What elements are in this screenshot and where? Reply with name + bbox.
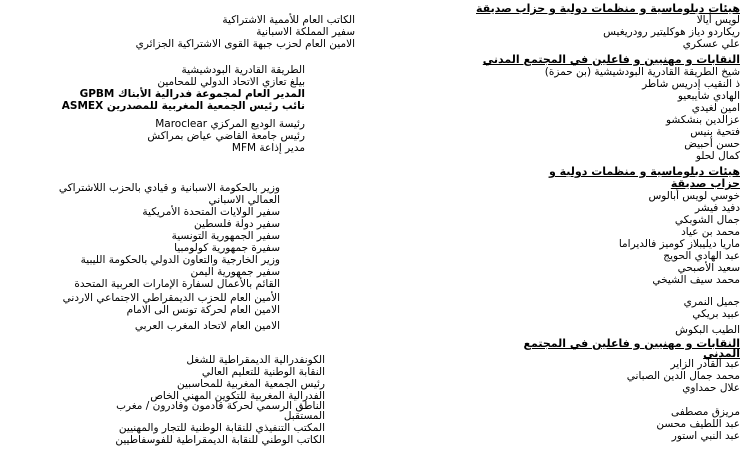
attendee-name: ريكاردو دياز هوكليتير رودريغيس [603,26,740,38]
attendee-title: الامين العام لاتحاد المغرب العربي [134,320,280,332]
attendee-title: سفير الولايات المتحدة الأمريكية [142,206,280,218]
section-heading-diplomatic-2: هيئات دبلوماسية و منظمات دولية و [548,165,740,178]
attendee-title: المدير العام لمجموعة فدرالية الأبناك GPBM [79,88,305,100]
attendee-title: وزير الخارجية والتعاون الدولي بالحكومة الليبية [80,254,280,266]
attendee-title: سفير المملكة الاسبانية [256,26,355,38]
attendee-name: الهادي شايبعيو [677,90,740,102]
attendee-name: علال حمداوي [682,382,740,394]
attendee-title: النقابة الوطنية للتعليم العالي [201,366,325,378]
attendee-name: خوسي لويس أبالوس [648,190,740,202]
attendee-title: نائب رئيس الجمعية المغربية للمصدرين ASMEX [61,100,305,112]
section-heading-civil-society-2: النقابات و مهنيين و فاعلين في المجتمع [523,337,740,350]
attendee-title: القائم بالأعمال لسفارة الإمارات العربية المتحدة [74,278,280,290]
attendee-title: العمالي الاسباني [208,194,280,206]
attendee-name: عبد اللطيف محسن [656,418,740,430]
attendee-name: عبد القادر الزاير [670,358,740,370]
attendee-name: حسن أحبيض [684,138,740,150]
section-heading-diplomatic-2-cont: حزاب صديقة [670,177,740,190]
attendee-title: الكاتب الوطني للنقابة الديمقراطية للفوسفاطيين [115,434,325,446]
section-heading-civil-society-2-cont: المدني [703,347,740,360]
attendee-title: الأمين العام للحزب الديمقراطي الاجتماعي الاردني [62,292,280,304]
attendee-title: رئيس الجمعية المغربية للمحاسبين [176,378,325,390]
attendee-name: لويس أيالا [696,14,740,26]
attendee-name: شيخ الطريقة القادرية البودشيشية (بن حمزة) [544,66,740,78]
attendee-name: محمد جمال الدين الصباني [626,370,740,382]
attendee-name: جميل النمري [683,296,740,308]
attendee-title: رئيس جامعة القاضي عياض بمراكش [147,130,305,142]
attendee-name: ماريا ديليبلاز كوميز فالديراما [618,238,740,250]
attendee-name: محمد سيف الشيخي [652,274,740,286]
attendee-name: محمد بن عياد [681,226,740,238]
attendee-title: الفدرالية المغربية للتكوين المهني الخاص [150,390,325,402]
attendee-name: جمال الشوبكي [674,214,740,226]
attendee-title: وزير بالحكومة الاسبانية و قيادي بالحزب اللاشتراكي [58,182,280,194]
attendee-title: الكاتب العام للأممية الاشتراكية [222,14,355,26]
attendee-title: سفير الجمهورية التونسية [171,230,280,242]
attendee-name: امين لغيدي [691,102,740,114]
attendee-title: رئيسة الوديع المركزي Maroclear [155,118,305,130]
attendee-title: سفير جمهورية اليمن [190,266,280,278]
attendee-name: مريزق مصطفى [670,406,740,418]
attendee-title: مدير إذاعة MFM [231,142,305,154]
attendee-name: فتحية بنيس [690,126,740,138]
attendee-title: بيلغ تعازي الاتحاد الدولي للمحامين [157,76,305,88]
attendee-name: عزالدين بنشكشو [666,114,740,126]
attendee-name: سعيد الأصبحي [677,262,740,274]
attendee-name: ذ النقيب إدريس شاطر [642,78,740,90]
attendee-name: عبيد بريكي [692,308,740,320]
attendee-name: الطيب البكوش [675,324,740,336]
attendee-title: سفير دولة فلسطين [194,218,280,230]
attendee-title: الكونفدرالية الديمقراطية للشغل [186,354,325,366]
attendee-name: عبد النبي استور [671,430,740,442]
attendee-title: الامين العام لحركة تونس الى الامام [126,304,280,316]
attendee-name: عبد الهادي الحويج [663,250,740,262]
attendee-title: سفيرة جمهورية كولومبيا [174,242,280,254]
section-heading-civil-society: النقابات و مهنيين و فاعلين في المجتمع المدني [482,53,740,66]
attendee-title: الامين العام لحزب جبهة القوى الاشتراكية الجزائري [135,38,355,50]
section-heading-diplomatic: هيئات دبلوماسية و منظمات دولية و حزاب صديقة [476,2,740,15]
attendee-title: المكتب التنفيذي للنقابة الوطنية للتجار والمهنيين [118,422,325,434]
attendee-name: كمال لحلو [695,150,740,162]
attendee-name: علي عسكري [682,38,740,50]
attendee-title: الطريقة القادرية البودشيشية [181,64,305,76]
attendee-title: الناطق الرسمي لحركة قادمون وقادرون / مغرب [116,400,325,412]
attendee-name: دفيد فيشر [694,202,740,214]
attendee-title: المستقبل [283,410,325,422]
